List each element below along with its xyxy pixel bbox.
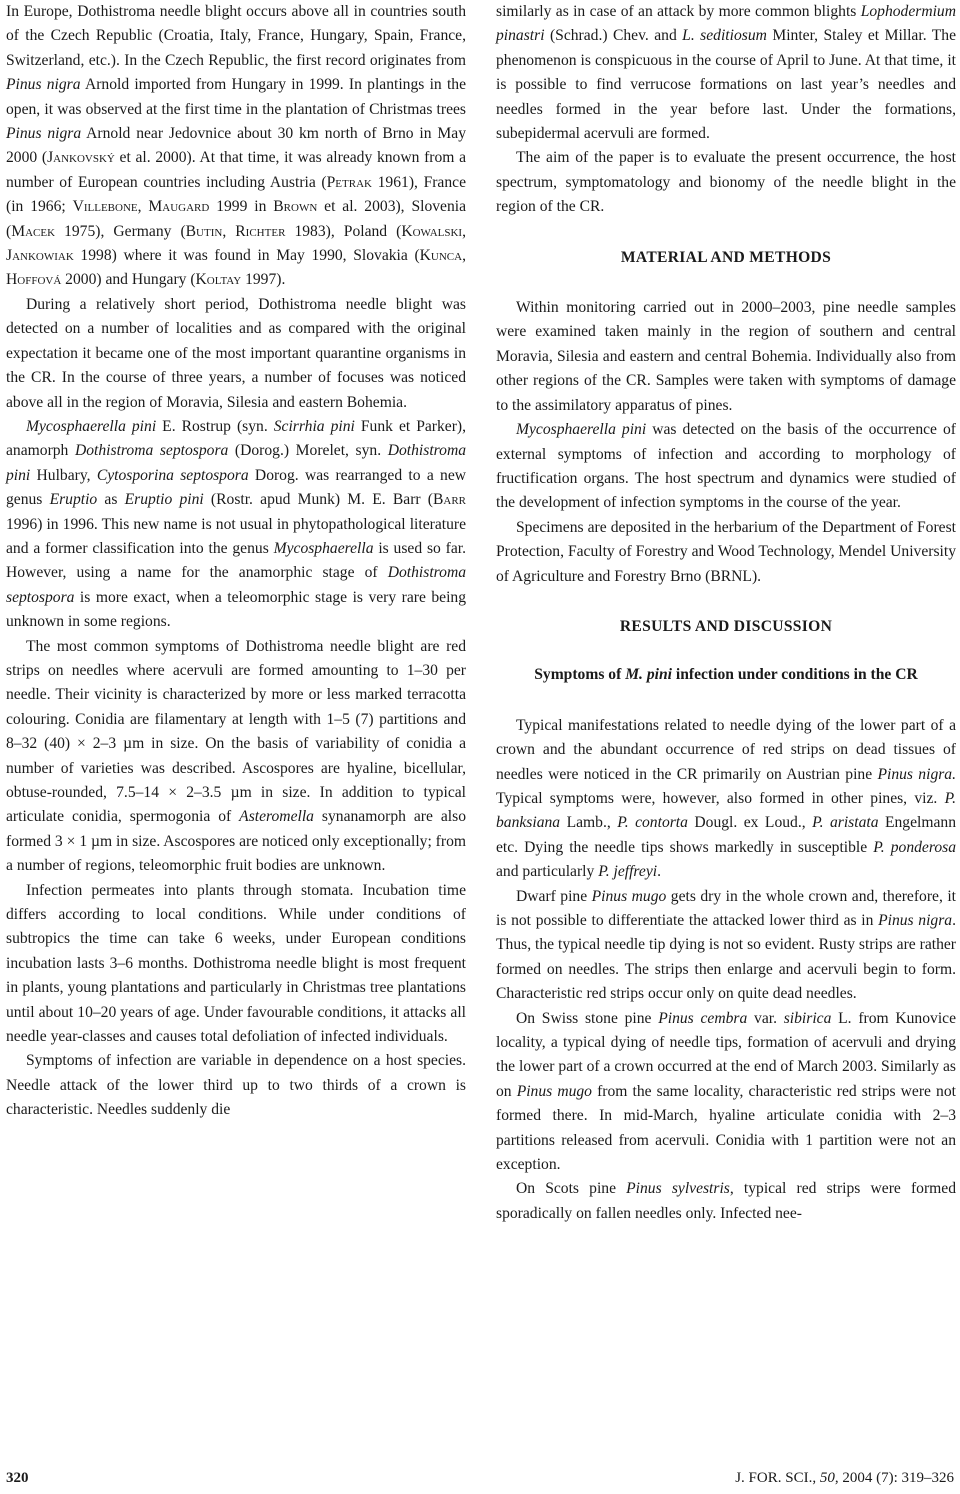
paragraph-scots-pine: On Scots pine Pinus sylvestris, typical red strips were formed sporadically on fallen needles only. Infected nee- xyxy=(496,1180,956,1222)
section-heading-results: RESULTS AND DISCUSSION xyxy=(619,617,833,635)
paragraph-detection: Mycosphaerella pini was detected on the basis of the occurrence of external symptoms of infection and according to morphology of fructification organs. The host spectrum and dynamics were studied of the development of infection symptoms in the course of the year. xyxy=(496,421,956,512)
author-ref: Hoffová xyxy=(6,271,62,289)
journal-citation: J. FOR. SCI., 50, 2004 (7): 319–326 xyxy=(735,1470,954,1486)
author-ref: Kunca xyxy=(419,247,463,265)
paragraph-aim: The aim of the paper is to evaluate the present occurrence, the host spectrum, symptomatology and bionomy of the needle blight in the region of the CR. xyxy=(496,149,956,216)
author-ref: Macek xyxy=(11,222,56,240)
page-number: 320 xyxy=(6,1470,29,1486)
author-ref: Butin xyxy=(185,222,223,240)
paragraph-monitoring: Within monitoring carried out in 2000–2003, pine needle samples were examined taken mainly in the region of southern and central Moravia, Silesia and eastern and central Bohemia. Individually also from other regions of the CR. Samples were taken with symptoms of damage to the assimilatory apparatus of pines. xyxy=(496,299,956,414)
paragraph-spread: During a relatively short period, Dothistroma needle blight was detected on a number of localities and as compared with the original expectation it became one of the most important quarantine organisms in the CR. In the course of three years, a number of focuses was noticed above all in the region of Moravia, Silesia and eastern Bohemia. xyxy=(6,295,466,411)
right-column xyxy=(496,0,956,1226)
paragraph-taxonomy: Mycosphaerella pini E. Rostrup (syn. Scirrhia pini Funk et Parker), anamorph Dothistroma septospora (Dorog.) Morelet, syn. Dothistroma pini Hulbary, Cytosporina septospora Dorog. was rearranged to a new genus Eruptio as Eruptio pini (Rostr. apud Munk) M. E. Barr (Barr 1996) in 1996. This new name is not usual in phytopathological literature and a former classification into the genus Mycosphaerella is used so far. However, using a name for the anamorphic stage of Dothistroma septospora is more exact, when a teleomorphic stage is very rare being unknown in some regions. xyxy=(6,417,467,631)
author-ref: Petrak xyxy=(326,173,372,191)
paragraph-symptoms: The most common symptoms of Dothistroma needle blight are red strips on needles where acervuli are formed amounting to 1–30 per needle. Their vicinity is characterized by more or less marked terracotta colouring. Conidia are filamentary at length with 1–5 (7) partitions and 8–32 (40) × 2–3 µm in size. On the basis of variability of conidia a number of varieties was described. Ascospores are hyaline, bicellular, obtuse-rounded, 7.5–14 × 2–3.5 µm in size. In addition to typical articulate conidia, spermogonia of Asteromella synanamorph are also formed 3 × 1 µm in size. Ascospores are noticed only exceptionally; from a number of regions, teleomorphic fruit bodies are unknown. xyxy=(6,637,466,875)
author-ref: Villebone xyxy=(72,198,138,216)
author-ref: Maugard xyxy=(148,198,210,216)
paragraph-swiss-stone-pine: On Swiss stone pine Pinus cembra var. sibirica L. from Kunovice locality, a typical dying of needle tips, formation of acervuli and drying the lower part of a crown occurred at the end of March 2003. Similarly as on Pinus mugo from the same locality, characteristic red strips were not formed there. In mid-March, hyaline articulate conidia with 2–3 partitions released from acervuli. Conidia with 1 partition were not an exception. xyxy=(496,1009,956,1174)
paragraph-distribution: In Europe, Dothistroma needle blight occurs above all in countries south of the Czech Republic (Croatia, Italy, France, Hungary, Spain, France, Switzerland, etc.). In the Czech Republic, the first record originates from Pinus nigra Arnold imported from Hungary in 1999. In plantings in the open, it was observed at the first time in the plantation of Christmas trees Pinus nigra Arnold near Jedovnice about 30 km north of Brno in May 2000 (Jankovský et al. 2000). At that time, it was already known from a number of European countries including Austria (Petrak 1961), France (in 1966; Villebone, Maugard 1999 in Brown et al. 2003), Slovenia (Macek 1975), Germany (Butin, Richter 1983), Poland (Kowalski, Jankowiak 1998) where it was found in May 1990, Slovakia (Kunca, Hoffová 2000) and Hungary (Koltay 1997). xyxy=(6,3,467,289)
paragraph-manifestations: Typical manifestations related to needle dying of the lower part of a crown and the abundant occurrence of red strips on dead tissues of needles were noticed in the CR primarily on Austrian pine Pinus nigra. Typical symptoms were, however, also formed in other pines, viz. P. banksiana Lamb., P. contorta Dougl. ex Loud., P. aristata Engelmann etc. Dying the needle tips shows markedly in susceptible P. ponderosa and particularly P. jeffreyi. xyxy=(496,716,957,881)
author-ref: Jankovský xyxy=(47,149,115,167)
paragraph-host-species: Symptoms of infection are variable in dependence on a host species. Needle attack of the lower third up to two thirds of a crown is characteristic. Needles suddenly die xyxy=(6,1052,466,1119)
author-ref: Jankowiak xyxy=(6,247,74,265)
author-ref: Koltay xyxy=(195,271,242,289)
section-heading-methods: MATERIAL AND METHODS xyxy=(620,248,832,266)
paragraph-specimens: Specimens are deposited in the herbarium of the Department of Forest Protection, Faculty of Forestry and Wood Technology, Mendel University of Agriculture and Forestry Brno (BRNL). xyxy=(496,518,956,585)
author-ref: Richter xyxy=(235,222,286,240)
paragraph-dwarf-pine: Dwarf pine Pinus mugo gets dry in the whole crown and, therefore, it is not possible to differentiate the attacked lower third as in Pinus nigra. Thus, the typical needle tip dying is not so evident. Rusty strips are rather formed on needles. The strips then enlarge and acervuli begin to form. Characteristic red strips occur only on quite dead needles. xyxy=(496,887,956,1003)
paragraph-blights: similarly as in case of an attack by more common blights Lophodermium pinastri (Schrad.) Chev. and L. seditiosum Minter, Staley et Millar. The phenomenon is conspicuous in the course of April to June. At that time, it is possible to find verrucose formations on last year’s needles and needles formed in the year before last. Under the formations, subepidermal acervuli are formed. xyxy=(496,3,956,143)
author-ref: Brown xyxy=(273,198,318,216)
author-ref: Kowalski xyxy=(401,222,463,240)
author-ref: Barr xyxy=(432,491,466,509)
paragraph-infection: Infection permeates into plants through stomata. Incubation time differs according to local conditions. While under conditions of subtropics the time can take 6 weeks, under European conditions incubation lasts 3–6 months. Dothistroma needle blight is most frequent in plants, young plantations and particularly in Christmas tree plantations until about 10–20 years of age. Under favourable conditions, it attacks all needle year-classes and causes total defoliation of infected individuals. xyxy=(6,881,466,1046)
subsection-heading: Symptoms of M. pini infection under conditions in the CR xyxy=(534,666,918,684)
left-column xyxy=(6,0,466,1123)
page-footer xyxy=(0,1470,960,1492)
